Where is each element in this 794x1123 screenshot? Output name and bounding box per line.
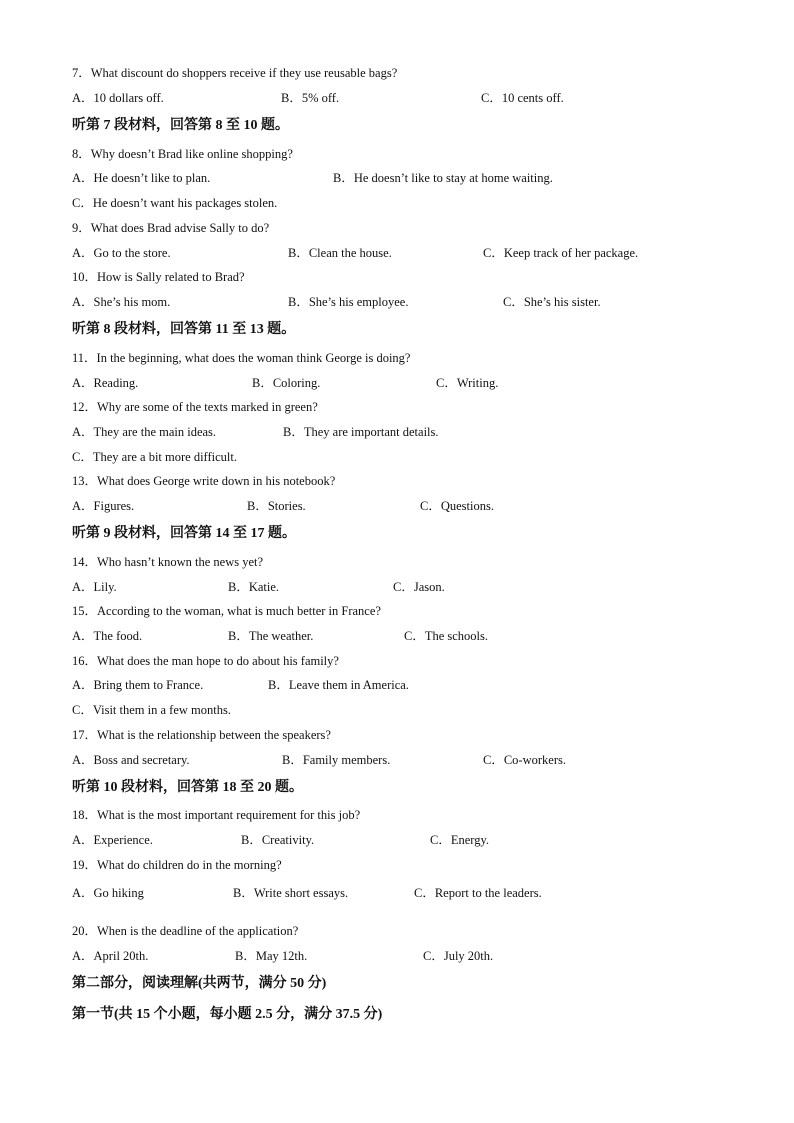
q7-option-b: B．5% off.: [281, 91, 340, 105]
part-2-section-1-heading: 第一节(共 15 个小题，每小题 2.5 分，满分 37.5 分): [72, 1007, 383, 1022]
question-8: 8．Why doesn’t Brad like online shopping?: [72, 147, 293, 161]
q11-option-b: B．Coloring.: [252, 376, 321, 390]
q9-option-b: B．Clean the house.: [288, 246, 392, 260]
q10-option-c: C．She’s his sister.: [503, 295, 601, 309]
q13-option-b: B．Stories.: [247, 499, 306, 513]
q9-option-a: A．Go to the store.: [72, 246, 171, 260]
q18-option-a: A．Experience.: [72, 833, 153, 847]
q7-option-a: A．10 dollars off.: [72, 91, 164, 105]
q8-option-a: A．He doesn’t like to plan.: [72, 171, 211, 185]
part-2-heading: 第二部分，阅读理解(共两节，满分 50 分): [72, 976, 327, 991]
question-15: 15．According to the woman, what is much better in France?: [72, 604, 381, 618]
q18-option-b: B．Creativity.: [241, 833, 315, 847]
section-10-heading: 听第 10 段材料，回答第 18 至 20 题。: [72, 780, 303, 795]
q18-option-c: C．Energy.: [430, 833, 490, 847]
q10-option-a: A．She’s his mom.: [72, 295, 171, 309]
q10-option-b: B．She’s his employee.: [288, 295, 409, 309]
question-16: 16．What does the man hope to do about his family?: [72, 654, 339, 668]
q8-option-c: C．He doesn’t want his packages stolen.: [72, 196, 278, 210]
section-9-heading: 听第 9 段材料，回答第 14 至 17 题。: [72, 526, 296, 541]
question-7: 7．What discount do shoppers receive if they use reusable bags?: [72, 66, 398, 80]
q17-option-a: A．Boss and secretary.: [72, 753, 190, 767]
q20-option-b: B．May 12th.: [235, 949, 308, 963]
q12-option-c: C．They are a bit more difficult.: [72, 450, 237, 464]
question-13: 13．What does George write down in his notebook?: [72, 474, 336, 488]
q14-option-b: B．Katie.: [228, 580, 280, 594]
question-18: 18．What is the most important requirement for this job?: [72, 808, 361, 822]
q15-option-a: A．The food.: [72, 629, 143, 643]
q16-option-b: B．Leave them in America.: [268, 678, 409, 692]
section-8-heading: 听第 8 段材料，回答第 11 至 13 题。: [72, 322, 296, 337]
question-19: 19．What do children do in the morning?: [72, 858, 282, 872]
q19-option-a: A．Go hiking: [72, 886, 144, 900]
q17-option-c: C．Co-workers.: [483, 753, 566, 767]
question-10: 10．How is Sally related to Brad?: [72, 270, 245, 284]
q20-option-c: C．July 20th.: [423, 949, 494, 963]
section-7-heading: 听第 7 段材料，回答第 8 至 10 题。: [72, 118, 289, 133]
q14-option-c: C．Jason.: [393, 580, 445, 594]
question-20: 20．When is the deadline of the application?: [72, 924, 299, 938]
q14-option-a: A．Lily.: [72, 580, 117, 594]
question-12: 12．Why are some of the texts marked in green?: [72, 400, 318, 414]
question-11: 11．In the beginning, what does the woman think George is doing?: [72, 351, 411, 365]
q13-option-c: C．Questions.: [420, 499, 494, 513]
q20-option-a: A．April 20th.: [72, 949, 149, 963]
q11-option-a: A．Reading.: [72, 376, 139, 390]
q11-option-c: C．Writing.: [436, 376, 499, 390]
q16-option-a: A．Bring them to France.: [72, 678, 204, 692]
q17-option-b: B．Family members.: [282, 753, 391, 767]
q19-option-c: C．Report to the leaders.: [414, 886, 542, 900]
question-14: 14．Who hasn’t known the news yet?: [72, 555, 264, 569]
q12-option-b: B．They are important details.: [283, 425, 439, 439]
q13-option-a: A．Figures.: [72, 499, 135, 513]
q15-option-b: B．The weather.: [228, 629, 314, 643]
q9-option-c: C．Keep track of her package.: [483, 246, 639, 260]
q12-option-a: A．They are the main ideas.: [72, 425, 217, 439]
question-17: 17．What is the relationship between the speakers?: [72, 728, 331, 742]
q8-option-b: B．He doesn’t like to stay at home waiting.: [333, 171, 553, 185]
q19-option-b: B．Write short essays.: [233, 886, 349, 900]
q16-option-c: C．Visit them in a few months.: [72, 703, 231, 717]
q7-option-c: C．10 cents off.: [481, 91, 564, 105]
question-9: 9．What does Brad advise Sally to do?: [72, 221, 270, 235]
q15-option-c: C．The schools.: [404, 629, 489, 643]
